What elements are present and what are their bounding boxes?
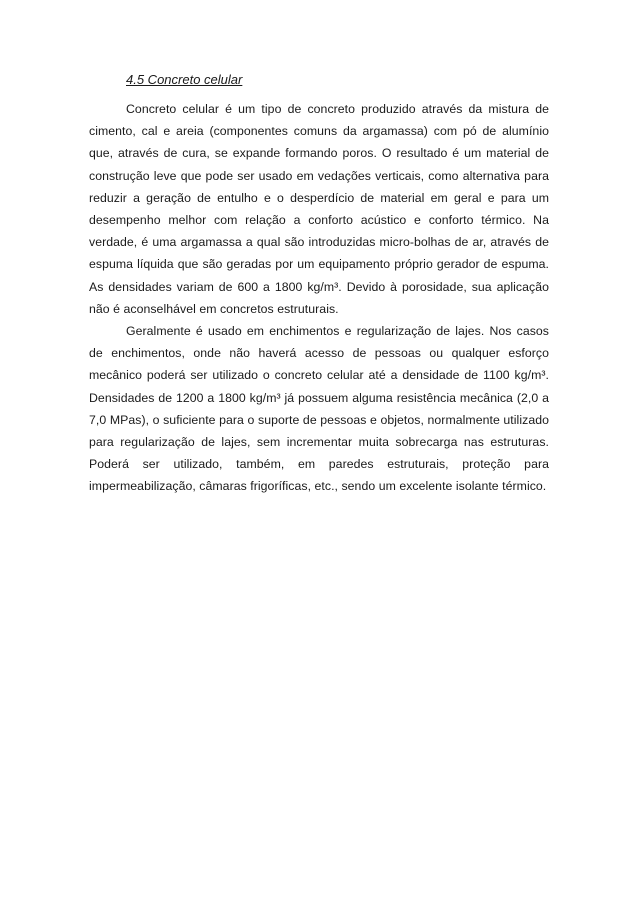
paragraph-usage: Geralmente é usado em enchimentos e regularização de lajes. Nos casos de enchimentos, onde não haverá acesso de pessoas ou qualquer esforço mecânico poderá ser utilizado o concreto celular até a densidade de 1100 kg/m³. Densidades de 1200 a 1800 kg/m³ já possuem alguma resistência mecânica (2,0 a 7,0 MPas), o suficiente para o suporte de pessoas e objetos, normalmente utilizado para regularização de lajes, sem incrementar muita sobrecarga nas estruturas. Poderá ser utilizado, também, em paredes estruturais, proteção para impermeabilização, câmaras frigoríficas, etc., sendo um excelente isolante térmico. [89, 324, 549, 494]
section-heading: 4.5 Concreto celular [126, 72, 243, 87]
section-body [89, 98, 549, 498]
paragraph-definition: Concreto celular é um tipo de concreto produzido através da mistura de cimento, cal e areia (componentes comuns da argamassa) com pó de alumínio que, através de cura, se expande formando poros. O resultado é um material de construção leve que pode ser usado em vedações verticais, como alternativa para reduzir a geração de entulho e o desperdício de material em geral e para um desempenho melhor com relação a conforto acústico e conforto térmico. Na verdade, é uma argamassa a qual são introduzidas micro-bolhas de ar, através de espuma líquida que são geradas por um equipamento próprio gerador de espuma. As densidades variam de 600 a 1800 kg/m³. Devido à porosidade, sua aplicação não é aconselhável em concretos estruturais. [89, 102, 549, 316]
